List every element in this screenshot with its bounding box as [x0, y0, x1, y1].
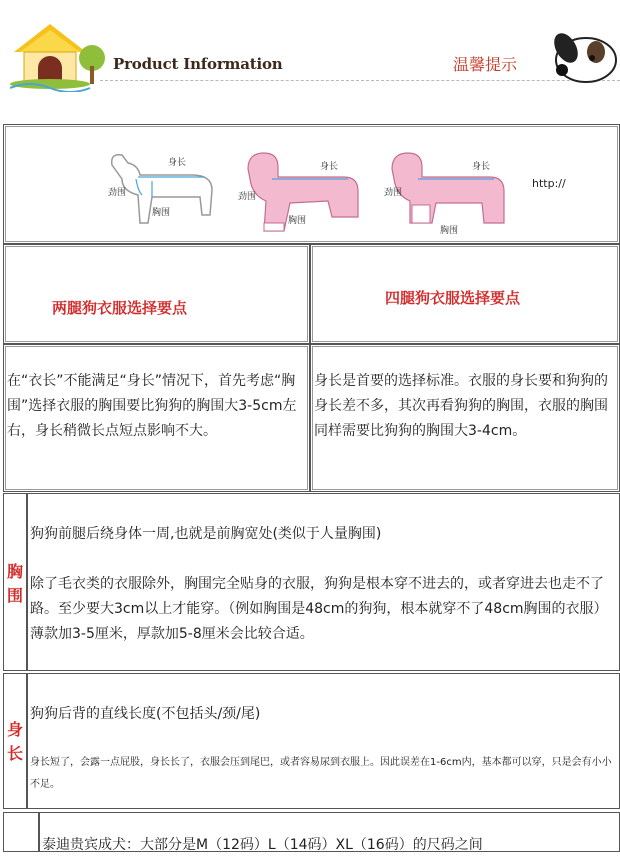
two-leg-coat-illustration [234, 139, 374, 239]
measurement-diagram [3, 124, 620, 244]
diagram-chest-label-2: 胸围 [288, 216, 307, 226]
chest-advice: 除了毛衣类的衣服除外，胸围完全贴身的衣服，狗狗是根本穿不进去的，或者穿进去也走不了路。至少要大3cm以上才能穿。（例如胸围是48cm的狗狗，根本就穿不了48cm胸围的衣服）薄款加3-5厘米，厚款加5-8厘米会比较合适。 [30, 576, 608, 642]
dog-measure-illustration [92, 135, 232, 235]
divider [100, 80, 620, 81]
diagram-length-label-2: 身长 [320, 162, 339, 172]
four-leg-description: 身长是首要的选择标准。衣服的身长要和狗狗的身长差不多，其次再看狗狗的胸围，衣服的胸围同样需要比狗狗的胸围大3-4cm。 [314, 373, 608, 439]
four-leg-title: 四腿狗衣服选择要点 [385, 289, 521, 307]
diagram-length-label-1: 身长 [168, 158, 187, 168]
diagram-neck-label-2: 劲围 [238, 192, 257, 202]
length-label-cell [3, 673, 27, 809]
chest-description-cell [27, 493, 620, 671]
chest-label: 胸 围 [6, 562, 23, 605]
diagram-neck-label-1: 劲围 [108, 188, 127, 198]
diagram-length-label-3: 身长 [472, 162, 491, 172]
four-leg-coat-illustration [378, 139, 518, 239]
size-description-cell [39, 812, 620, 852]
two-leg-title-cell [3, 244, 310, 344]
two-leg-title: 两腿狗衣服选择要点 [52, 299, 188, 317]
length-label: 身 长 [6, 720, 23, 763]
diagram-chest-label-3: 胸围 [440, 226, 459, 236]
length-advice: 身长短了，会露一点屁股，身长长了，衣服会压到尾巴，或者容易尿到衣服上。因此误差在1-6cm内，基本都可以穿，只是会有小小不足。 [30, 757, 612, 790]
size-text: 泰迪贵宾成犬：大部分是M（12码）L（14码）XL（16码）的尺码之间 [42, 837, 483, 853]
four-leg-desc-cell [310, 344, 620, 492]
url-text: http:// [532, 177, 566, 190]
tip-heading: 温馨提示 [453, 55, 518, 74]
dog-house-icon [10, 22, 110, 92]
four-leg-title-cell [310, 244, 620, 344]
length-description-cell [27, 673, 620, 809]
chest-definition: 狗狗前腿后绕身体一周,也就是前胸宽处(类似于人量胸围) [30, 526, 382, 542]
diagram-neck-label-3: 劲围 [384, 188, 403, 198]
two-leg-description: 在“衣长”不能满足“身长”情况下，首先考虑“胸围”选择衣服的胸围要比狗狗的胸围大3-5cm左右，身长稍微长点短点影响不大。 [7, 373, 297, 439]
length-definition: 狗狗后背的直线长度(不包括头/颈/尾) [30, 706, 261, 722]
chest-label-cell [3, 493, 27, 671]
two-leg-desc-cell [3, 344, 310, 492]
page-title: Product Information [113, 55, 283, 73]
size-label-cell [3, 812, 39, 852]
product-info-header [0, 0, 620, 110]
diagram-chest-label-1: 胸围 [152, 208, 171, 218]
dog-face-icon [546, 30, 620, 90]
